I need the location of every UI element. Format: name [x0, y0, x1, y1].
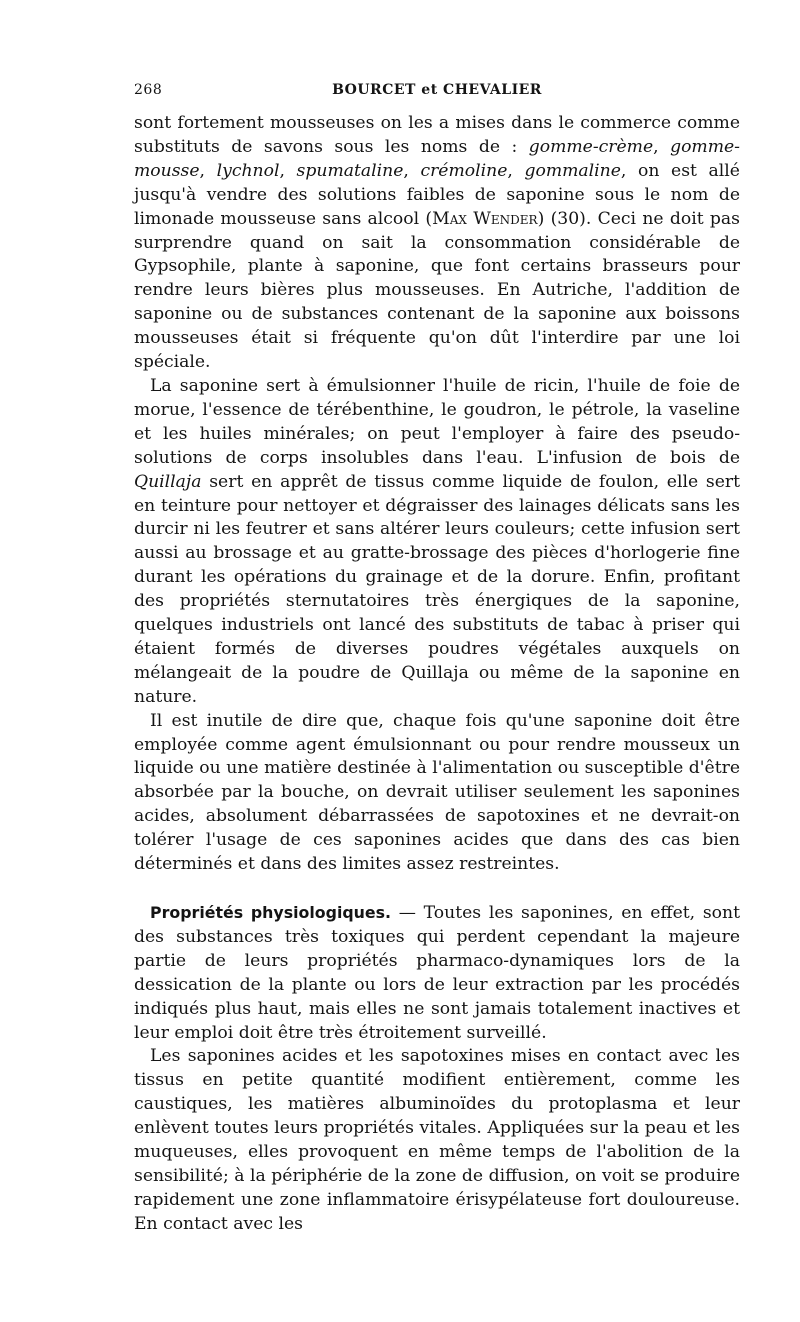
text-run: , — [507, 160, 525, 181]
running-header — [134, 82, 740, 104]
paragraph-tissue-effects: Les saponines acides et les sapotoxines mises en contact avec les tissus en petite quantité modifient entièrement, comme les caustiques, les matières albuminoïdes du protoplasma et leur enlèvent toutes leurs propriétés vitales. Appliquées sur la peau et les muqueuses, elles provoquent en même temps de l'abolition de la sensibilité; à la périphérie de la zone de diffusion, on voit se produire rapidement une zone inflammatoire érisypélateuse fort douloureuse. En contact avec les — [134, 1046, 740, 1234]
product-name: gommaline — [524, 160, 621, 181]
text-run: , — [653, 136, 671, 157]
section-spacer — [134, 877, 740, 901]
paragraph-emulsifier-uses — [134, 375, 740, 710]
book-page — [134, 82, 740, 1237]
text-run: sont fortement mousseuses on les a mises dans le commerce comme substituts de savons sous les noms de : — [134, 113, 740, 157]
product-name: gomme-mousse — [134, 136, 740, 181]
text-run: — Toutes les saponines, en effet, sont des substances très toxiques qui perdent cependant la majeure partie de leurs propriétés pharmaco-dynamiques lors de la dessication de la plante ou lors de leur extraction par les procédés indiqués plus haut, mais elles ne sont jamais totalement inactives et leur emploi doit être très étroitement surveillé. — [134, 903, 741, 1043]
product-name: gomme-crème — [528, 136, 654, 157]
product-name: lychnol — [216, 160, 280, 181]
text-run: La saponine sert à émulsionner l'huile de ricin, l'huile de foie de morue, l'essence de térébenthine, le goudron, le pétrole, la vaseline et les huiles minérales; on peut l'employer à faire des pseudo-solutions de corps insolubles dans l'eau. L'infusion de bois de — [134, 375, 740, 468]
plant-name: Quillaja — [134, 471, 202, 492]
text-run: , — [279, 160, 297, 181]
text-run: , — [199, 160, 217, 181]
text-run: , on est allé jusqu'à vendre des solutions faibles de saponine sous le nom de limonade mousseuse sans alcool ( — [134, 160, 740, 229]
paragraph-food-use-warning: Il est inutile de dire que, chaque fois qu'une saponine doit être employée comme agent émulsionnant ou pour rendre mousseux un liquide ou une matière destinée à l'alimentation ou susceptible d'être absorbée par la bouche, on devrait utiliser seulement les saponines acides, absolument débarrassées de sapotoxines et ne devrait-on tolérer l'usage de ces saponines acides que dans des cas bien déterminés et dans des limites assez restreintes. — [134, 710, 740, 875]
section-heading: Propriétés physiologiques. — [150, 903, 392, 922]
paragraph-commercial-uses — [134, 112, 740, 375]
page-number: 268 — [134, 82, 163, 98]
product-name: crémoline — [420, 160, 508, 181]
text-run: sert en apprêt de tissus comme liquide de foulon, elle sert en teinture pour nettoyer et dégraisser des lainages délicats sans les durcir ni les feutrer et sans altérer leurs couleurs; cette infusion sert aussi au brossage et au gratte-brossage des pièces d'horlogerie fine durant les opérations du grainage et de la dorure. Enfin, profitant des propriétés sternutatoires très énergiques de la saponine, quelques industriels ont lancé des substituts de tabac à priser qui étaient formés de diverses poudres végétales auxquels on mélangeait de la poudre de Quillaja ou même de la saponine en nature. — [134, 471, 740, 707]
paragraph-physiological-properties — [134, 901, 740, 1045]
product-name: spumataline — [296, 160, 404, 181]
running-title: BOURCET et CHEVALIER — [332, 82, 542, 98]
author-name: Max Wender — [432, 208, 538, 229]
text-run: ) (30). Ceci ne doit pas surprendre quand on sait la consommation considérable de Gypsophile, plante à saponine, que font certains brasseurs pour rendre leurs bières plus mousseuses. En Autriche, l'addition de saponine ou de substances contenant de la saponine aux boissons mousseuses était si fréquente qu'on dût l'interdire par une loi spéciale. — [134, 208, 740, 373]
text-run: , — [403, 160, 421, 181]
